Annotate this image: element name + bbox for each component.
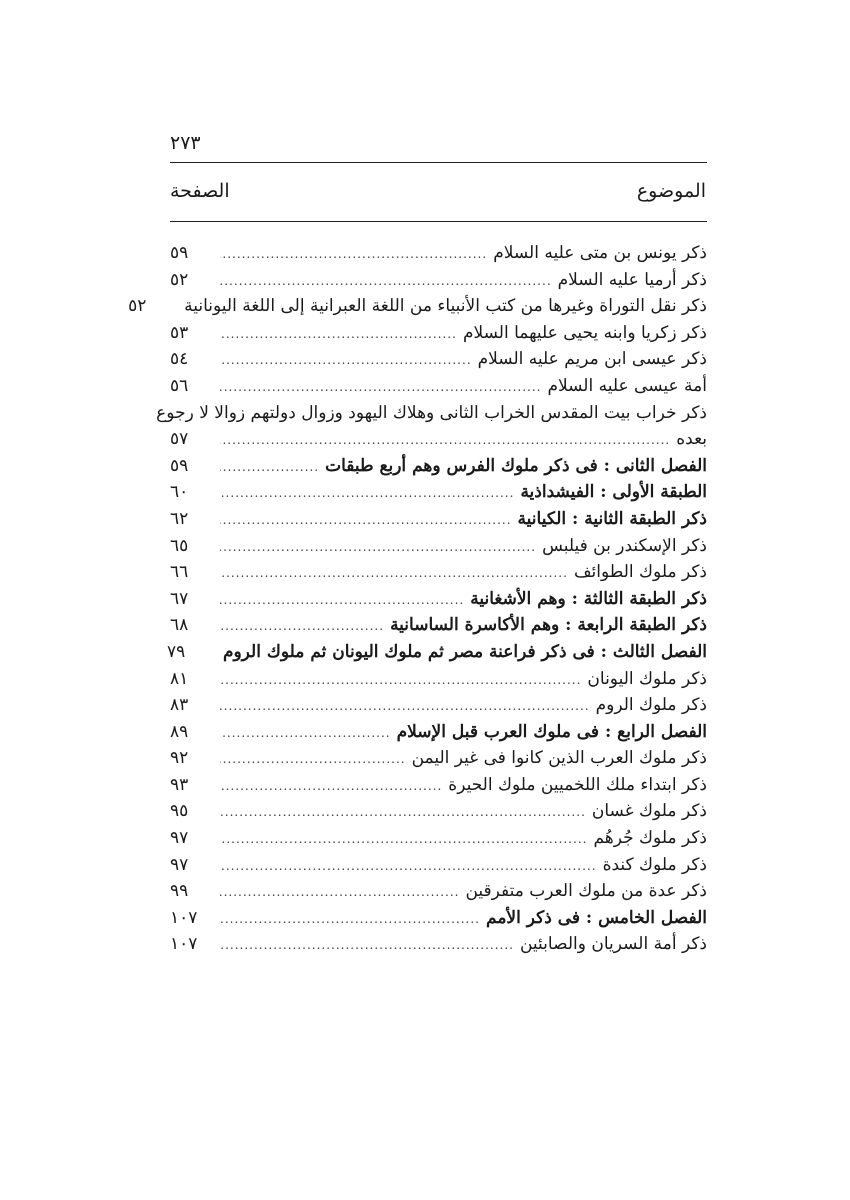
toc-entry [156,400,707,427]
toc-entry-page: ٥٩ [170,455,189,476]
toc-entry-title: ذكر أرميا عليه السلام [557,269,707,290]
dot-leader [220,879,459,906]
toc-entry-title: ذكر عدة من ملوك العرب متفرقين [465,881,707,902]
toc-entry-page: ٩٧ [170,828,189,849]
toc-entry [170,905,707,932]
toc-entry [170,240,707,267]
toc-entry-page: ٦٧ [170,588,189,609]
toc-entry-title: ذكر الطبقة الثالثة : وهم الأشغانية [470,588,707,609]
column-header-page: الصفحة [170,180,230,202]
toc-entry-title: ذكر يونس بن متى عليه السلام [493,243,707,263]
toc-entry [170,426,707,453]
toc-entry-title: ذكر ملوك الروم [595,695,707,716]
toc-entry-page: ٥٣ [170,322,189,343]
toc-entry-page: ٥٢ [128,296,147,317]
dot-leader [220,613,384,640]
toc-entry-title: ذكر أمة السريان والصابئين [519,934,707,955]
toc-entry-title: أمة عيسى عليه السلام [547,375,707,396]
toc-entry-page: ٦٢ [170,508,189,529]
toc-entry-title: الفصل الثالث : فى ذكر فراعنة مصر ثم ملوك اليونان ثم ملوك الروم [222,641,707,662]
toc-entry [170,559,707,586]
toc-entry-title: ذكر نقل التوراة وغيرها من كتب الأنبياء من اللغة العبرانية إلى اللغة اليونانية [184,296,707,317]
dot-leader [220,826,587,853]
dot-leader [220,268,552,295]
toc-entry [170,798,707,825]
toc-entry [170,533,707,560]
dot-leader [220,720,391,747]
toc-entry [170,666,707,693]
toc-entry-title: ذكر ملوك اليونان [587,668,707,689]
toc-entry-page: ٦٠ [170,482,189,503]
toc-entry-page: ٩٩ [170,881,189,902]
toc-entry-title: ذكر الطبقة الثانية : الكيانية [517,508,707,529]
dot-leader [220,241,487,268]
toc-entry-title: ذكر الإسكندر بن فيلبس [542,535,707,556]
toc-entry-page: ١٠٧ [170,934,198,955]
toc-entry-page: ٥٩ [170,243,189,263]
dot-leader [220,507,512,534]
toc-entry-page: ٨٣ [170,695,189,716]
toc-entry-page: ١٠٧ [170,907,198,928]
toc-entry [170,506,707,533]
toc-entry [170,267,707,294]
toc-entry-page: ٨١ [170,668,189,689]
dot-leader [220,693,590,720]
toc-entry-title: ذكر ملوك الطوائف [573,562,707,583]
toc-entry [170,745,707,772]
dot-leader [220,454,319,481]
toc-entry [170,320,707,347]
dot-leader [220,374,541,401]
toc-entry-page: ٥٦ [170,375,189,396]
dot-leader [220,799,586,826]
toc-entry [170,825,707,852]
toc-entry-title: ذكر زكريا وابنه يحيى عليهما السلام [462,322,707,343]
dot-leader [220,587,464,614]
toc-entry-title: الفصل الثانى : فى ذكر ملوك الفرس وهم أربع طبقات [325,455,707,476]
dot-leader [220,560,568,587]
toc-entry-page: ٥٢ [170,269,189,290]
dot-leader [220,321,457,348]
toc-entry [170,346,707,373]
toc-entry [170,772,707,799]
toc-entry [170,612,707,639]
toc-entry-title: ذكر ملوك جُرهُم [593,828,707,849]
column-header-topic: الموضوع [636,180,706,202]
dot-leader [220,746,406,773]
toc-entry-title: الطبقة الأولى : الفيشداذية [520,482,707,503]
toc-entry-page: ٥٤ [170,349,189,370]
page-number: ٢٧٣ [170,132,201,154]
dot-leader [220,853,597,880]
toc-entry [170,586,707,613]
toc-entry-page: ٩٧ [170,854,189,875]
toc-entry [170,453,707,480]
toc-entry [170,852,707,879]
toc-entry-title: ذكر الطبقة الرابعة : وهم الأكاسرة الساسانية [390,615,707,636]
toc-entry-title: ذكر ابتداء ملك اللخميين ملوك الحيرة [448,774,707,795]
toc-entry [170,931,707,958]
toc-entry [170,479,707,506]
dot-leader [220,667,581,694]
toc-entry [170,692,707,719]
dot-leader [220,347,472,374]
toc-entry-page: ٥٧ [170,429,189,450]
toc-entry [170,719,707,746]
toc-entry-title: بعده [676,429,707,450]
dot-leader [220,773,442,800]
toc-entry-title: ذكر ملوك كندة [602,854,707,875]
toc-entry-title: الفصل الرابع : فى ملوك العرب قبل الإسلام [396,721,707,742]
toc-entry-page: ٦٦ [170,562,189,583]
dot-leader [220,534,536,561]
dot-leader [220,932,514,959]
toc-entry-page: ٩٢ [170,748,189,769]
top-rule [170,162,707,163]
toc-entry-page: ٨٩ [170,721,189,742]
header-rule [170,221,707,222]
toc-entry-page: ٩٥ [170,801,189,822]
toc-entry-title: الفصل الخامس : فى ذكر الأمم [486,907,707,928]
toc-entry-title: ذكر خراب بيت المقدس الخراب الثانى وهلاك اليهود وزوال دولتهم زوالا لا رجوع [156,402,707,423]
toc-entry [170,878,707,905]
toc-entry-title: ذكر عيسى ابن مريم عليه السلام [477,349,707,370]
toc-entry [166,639,707,666]
dot-leader [220,906,480,933]
toc-entry-title: ذكر ملوك العرب الذين كانوا فى غير اليمن [411,748,707,769]
toc-entry-page: ٩٣ [170,774,189,795]
toc-entry-page: ٦٥ [170,535,189,556]
dot-leader [220,427,670,454]
dot-leader [220,480,514,507]
toc-entry-page: ٧٩ [166,641,186,662]
toc-entry [128,293,707,320]
toc-entry-page: ٦٨ [170,615,189,636]
toc-entry [170,373,707,400]
toc-entry-title: ذكر ملوك غسان [591,801,707,822]
table-of-contents [128,240,707,958]
